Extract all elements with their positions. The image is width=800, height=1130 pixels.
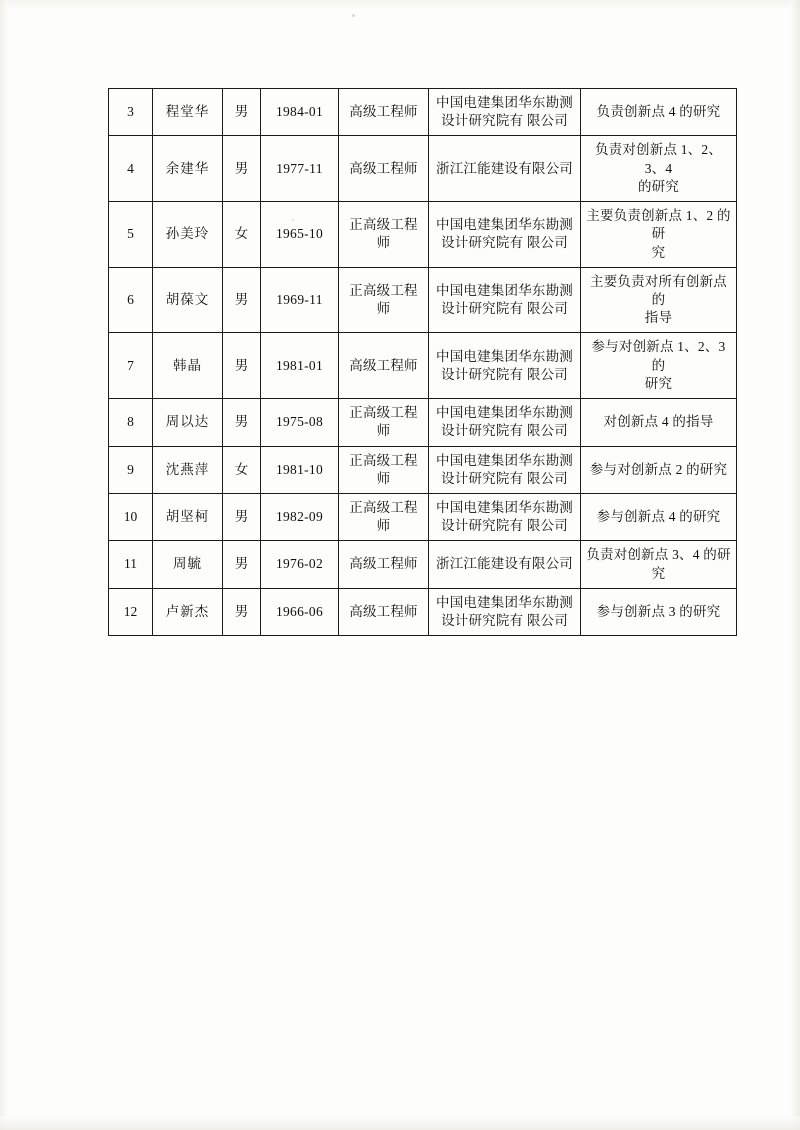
table-row [109, 202, 737, 268]
cell-role-line1: 参与对创新点 2 的研究 [589, 461, 728, 477]
table-row [109, 493, 737, 540]
cell-role-line2: 究 [651, 244, 666, 260]
cell-role [581, 202, 737, 268]
cell-org-line2: 设计研究院有 限公司 [441, 613, 568, 629]
cell-org-line2: 设计研究院有 限公司 [441, 301, 568, 317]
cell-org [429, 399, 581, 446]
page-edge-top [0, 0, 800, 10]
cell-title [339, 446, 429, 493]
cell-role-line1: 参与创新点 4 的研究 [596, 509, 721, 525]
cell-title-line1: 正高级工程 [349, 405, 418, 421]
cell-title [339, 267, 429, 333]
cell-org-line1: 中国电建集团华东勘测 [436, 282, 573, 298]
cell-no: 8 [109, 399, 153, 446]
cell-role [581, 446, 737, 493]
cell-org [429, 333, 581, 399]
cell-birth: 1975-08 [261, 399, 339, 446]
scan-speck [352, 14, 355, 17]
cell-role-line1: 参与对创新点 1、2、3 的 [591, 339, 726, 373]
cell-role [581, 136, 737, 202]
cell-no: 11 [109, 541, 153, 588]
cell-sex: 女 [223, 446, 261, 493]
cell-org-line2: 设计研究院有 限公司 [441, 423, 568, 439]
participants-table-container [108, 88, 736, 636]
cell-org-line1: 中国电建集团华东勘测 [436, 217, 573, 233]
cell-org-line2: 设计研究院有 限公司 [441, 366, 568, 382]
cell-name: 程堂华 [153, 89, 223, 136]
cell-no: 7 [109, 333, 153, 399]
cell-birth: 1965-10 [261, 202, 339, 268]
cell-title-line1: 正高级工程 [349, 499, 418, 515]
cell-org [429, 202, 581, 268]
cell-role [581, 333, 737, 399]
table-row [109, 89, 737, 136]
cell-birth: 1969-11 [261, 267, 339, 333]
cell-name: 胡坚柯 [153, 493, 223, 540]
cell-org [429, 267, 581, 333]
cell-role [581, 89, 737, 136]
cell-birth: 1981-10 [261, 446, 339, 493]
cell-org-line1: 中国电建集团华东勘测 [436, 348, 573, 364]
cell-title-line1: 正高级工程 [349, 452, 418, 468]
cell-role-line1: 负责对创新点 3、4 的研究 [586, 547, 731, 581]
cell-org-line1: 浙江江能建设有限公司 [436, 160, 573, 176]
cell-no: 3 [109, 89, 153, 136]
cell-title-line1: 高级工程师 [349, 357, 418, 373]
cell-name: 周毓 [153, 541, 223, 588]
table-row [109, 541, 737, 588]
cell-birth: 1982-09 [261, 493, 339, 540]
cell-name: 卢新杰 [153, 588, 223, 635]
cell-title [339, 541, 429, 588]
table-row [109, 136, 737, 202]
cell-title [339, 399, 429, 446]
table-row [109, 446, 737, 493]
cell-name: 胡葆文 [153, 267, 223, 333]
page-edge-bottom [0, 1116, 800, 1130]
cell-role-line1: 主要负责对所有创新点的 [590, 273, 727, 307]
cell-org [429, 89, 581, 136]
cell-title [339, 333, 429, 399]
cell-no: 5 [109, 202, 153, 268]
cell-org-line2: 设计研究院有 限公司 [441, 113, 568, 129]
cell-role-line2: 的研究 [637, 178, 680, 194]
cell-sex: 女 [223, 202, 261, 268]
cell-title-line2: 师 [376, 518, 391, 534]
cell-role-line1: 参与创新点 3 的研究 [596, 603, 721, 619]
cell-no: 6 [109, 267, 153, 333]
cell-no: 10 [109, 493, 153, 540]
cell-no: 9 [109, 446, 153, 493]
cell-title [339, 89, 429, 136]
cell-org-line2: 设计研究院有 限公司 [441, 518, 568, 534]
cell-birth: 1984-01 [261, 89, 339, 136]
cell-sex: 男 [223, 89, 261, 136]
cell-role-line1: 主要负责创新点 1、2 的研 [586, 208, 731, 242]
cell-title [339, 588, 429, 635]
cell-role [581, 267, 737, 333]
cell-org [429, 588, 581, 635]
cell-title [339, 136, 429, 202]
cell-birth: 1977-11 [261, 136, 339, 202]
cell-sex: 男 [223, 267, 261, 333]
cell-org [429, 136, 581, 202]
cell-title-line1: 正高级工程 [349, 282, 418, 298]
cell-title [339, 493, 429, 540]
page-edge-left [0, 0, 8, 1130]
page-edge-right [790, 0, 800, 1130]
cell-org-line1: 中国电建集团华东勘测 [436, 499, 573, 515]
cell-role-line1: 对创新点 4 的指导 [603, 414, 714, 430]
cell-birth: 1981-01 [261, 333, 339, 399]
cell-sex: 男 [223, 493, 261, 540]
table-row [109, 399, 737, 446]
cell-org [429, 493, 581, 540]
cell-org-line1: 浙江江能建设有限公司 [436, 556, 573, 572]
cell-title-line1: 高级工程师 [349, 556, 418, 572]
cell-birth: 1966-06 [261, 588, 339, 635]
cell-sex: 男 [223, 541, 261, 588]
cell-title-line2: 师 [376, 301, 391, 317]
cell-sex: 男 [223, 399, 261, 446]
cell-role [581, 399, 737, 446]
cell-title-line1: 高级工程师 [349, 603, 418, 619]
cell-role-line2: 研究 [644, 375, 673, 391]
cell-title-line2: 师 [376, 423, 391, 439]
cell-sex: 男 [223, 588, 261, 635]
cell-title-line1: 高级工程师 [349, 160, 418, 176]
cell-name: 余建华 [153, 136, 223, 202]
cell-title-line1: 正高级工程 [349, 217, 418, 233]
cell-title [339, 202, 429, 268]
cell-sex: 男 [223, 136, 261, 202]
participants-table [108, 88, 737, 636]
cell-org [429, 541, 581, 588]
cell-role-line1: 负责创新点 4 的研究 [596, 104, 721, 120]
cell-org [429, 446, 581, 493]
cell-role-line2: 指导 [644, 310, 673, 326]
cell-org-line1: 中国电建集团华东勘测 [436, 452, 573, 468]
cell-role [581, 493, 737, 540]
cell-role [581, 541, 737, 588]
cell-name: 孙美玲 [153, 202, 223, 268]
table-row [109, 333, 737, 399]
cell-name: 沈燕萍 [153, 446, 223, 493]
cell-role [581, 588, 737, 635]
cell-no: 4 [109, 136, 153, 202]
cell-title-line1: 高级工程师 [349, 104, 418, 120]
cell-org-line1: 中国电建集团华东勘测 [436, 594, 573, 610]
cell-name: 周以达 [153, 399, 223, 446]
cell-no: 12 [109, 588, 153, 635]
cell-org-line2: 设计研究院有 限公司 [441, 235, 568, 251]
cell-role-line1: 负责对创新点 1、2、3、4 [594, 142, 723, 176]
table-row [109, 267, 737, 333]
cell-name: 韩晶 [153, 333, 223, 399]
cell-title-line2: 师 [376, 470, 391, 486]
cell-org-line1: 中国电建集团华东勘测 [436, 95, 573, 110]
cell-org-line2: 设计研究院有 限公司 [441, 470, 568, 486]
cell-birth: 1976-02 [261, 541, 339, 588]
cell-sex: 男 [223, 333, 261, 399]
cell-title-line2: 师 [376, 235, 391, 251]
table-row [109, 588, 737, 635]
cell-org-line1: 中国电建集团华东勘测 [436, 405, 573, 421]
